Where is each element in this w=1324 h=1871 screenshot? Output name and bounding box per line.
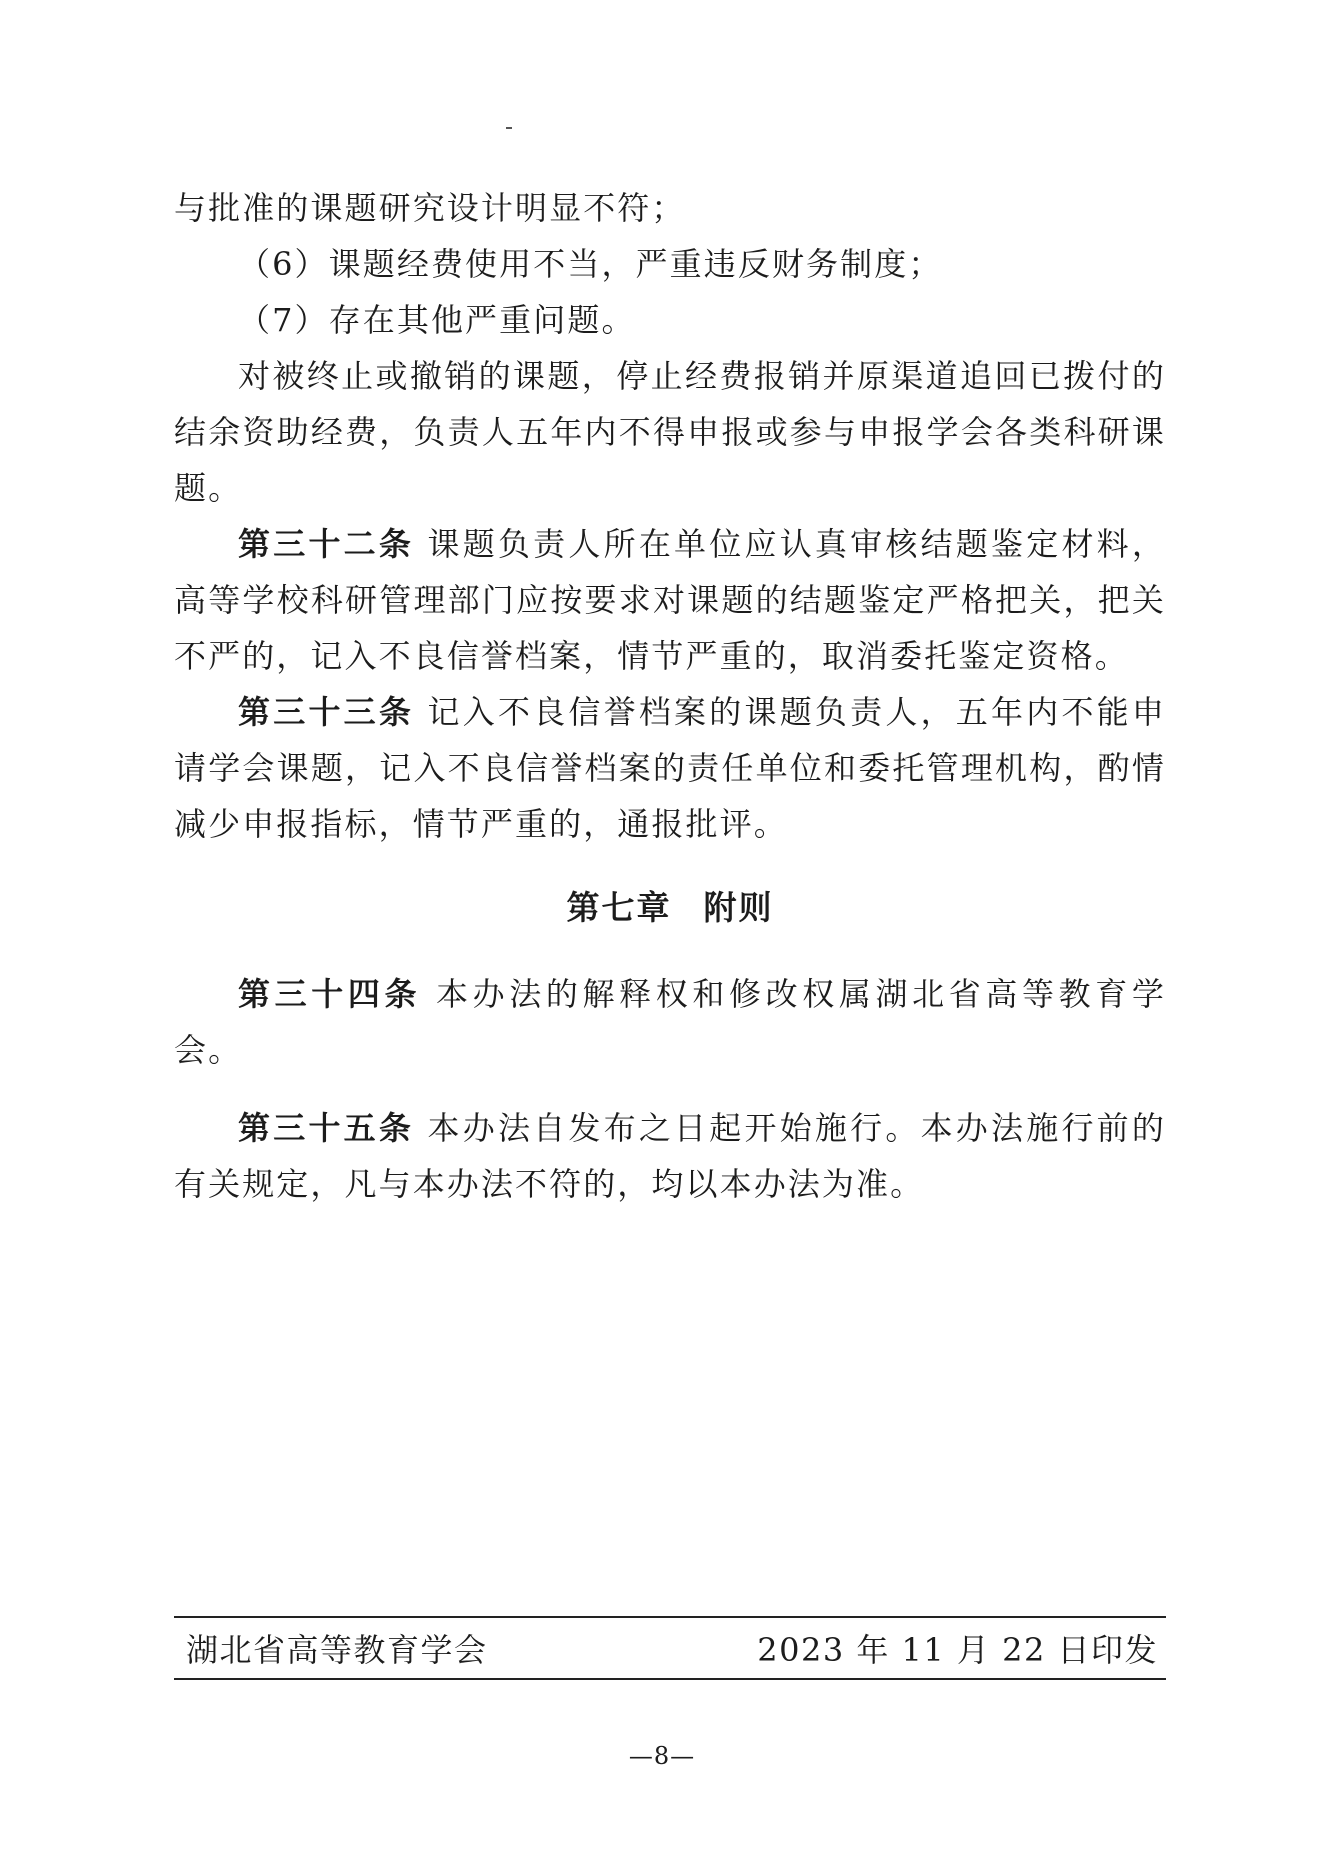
list-item-7: （7）存在其他严重问题。 — [238, 301, 636, 339]
issuer-name: 湖北省高等教育学会 — [186, 1631, 488, 1669]
article-32-label: 第三十二条 — [238, 525, 415, 563]
article-33 — [174, 684, 1166, 852]
list-item-6: （6）课题经费使用不当，严重违反财务制度； — [238, 245, 943, 283]
article-35-text: 本办法自发布之日起开始施行。本办法施行前的有关规定，凡与本办法不符的，均以本办法为准。 — [174, 1109, 1166, 1203]
article-34-label: 第三十四条 — [238, 975, 422, 1013]
paragraph-continuation: 与批准的课题研究设计明显不符； — [174, 189, 686, 227]
chapter-number: 第七章 — [566, 888, 672, 927]
article-34 — [174, 966, 1166, 1078]
article-35-label: 第三十五条 — [238, 1109, 415, 1147]
issue-date: 2023 年 11 月 22 日印发 — [757, 1631, 1158, 1669]
article-32-text: 课题负责人所在单位应认真审核结题鉴定材料，高等学校科研管理部门应按要求对课题的结题鉴定严格把关，把关不严的，记入不良信誉档案，情节严重的，取消委托鉴定资格。 — [174, 525, 1166, 675]
paragraph-termination: 对被终止或撤销的课题，停止经费报销并原渠道追回已拨付的结余资助经费，负责人五年内不得申报或参与申报学会各类科研课题。 — [174, 357, 1166, 507]
page-number: —8— — [628, 1742, 696, 1770]
article-34-text: 本办法的解释权和修改权属湖北省高等教育学会。 — [174, 975, 1166, 1069]
article-32 — [174, 516, 1166, 684]
article-35 — [174, 1100, 1166, 1212]
body-text — [174, 180, 1166, 1212]
chapter-heading — [174, 880, 1166, 936]
issue-footer — [174, 1616, 1166, 1680]
article-33-text: 记入不良信誉档案的课题负责人，五年内不能申请学会课题，记入不良信誉档案的责任单位和委托管理机构，酌情减少申报指标，情节严重的，通报批评。 — [174, 693, 1166, 843]
scan-mark — [506, 127, 512, 129]
chapter-title: 附则 — [703, 888, 774, 927]
article-33-label: 第三十三条 — [238, 693, 415, 731]
